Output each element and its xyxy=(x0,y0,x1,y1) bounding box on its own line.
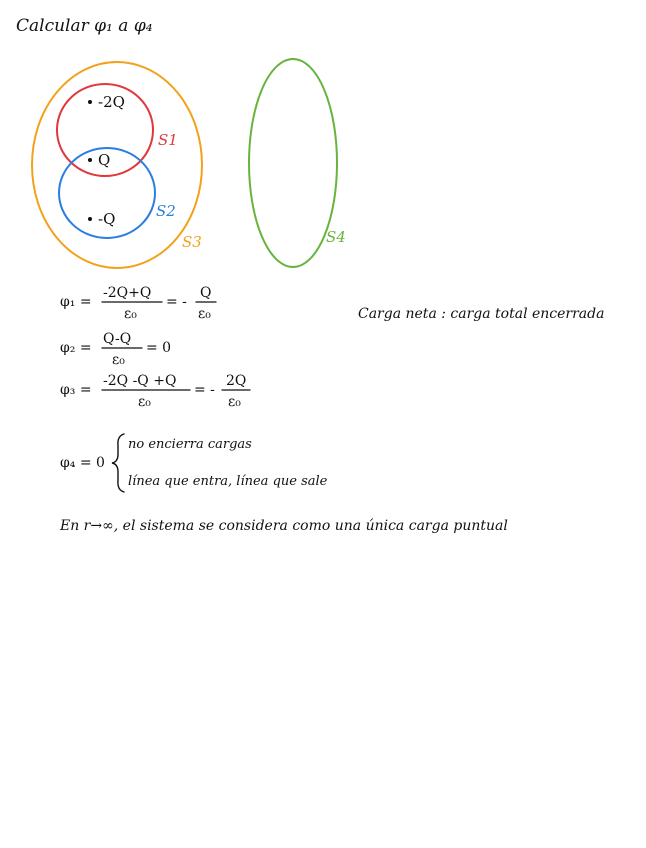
phi1-numerator: -2Q+Q xyxy=(103,285,152,301)
curly-brace xyxy=(112,434,124,492)
charge-dot xyxy=(88,100,92,104)
phi3-equals: = - xyxy=(194,382,215,398)
phi4-reason-2: línea que entra, línea que sale xyxy=(128,474,328,489)
phi2-result: = 0 xyxy=(146,340,172,356)
surface-s2 xyxy=(59,148,176,238)
charge-q xyxy=(88,151,110,169)
surface-s4-outline xyxy=(249,59,337,267)
phi1-result-numerator: Q xyxy=(200,285,212,301)
phi1-lhs: φ₁ = xyxy=(60,294,92,310)
phi3-result-numerator: 2Q xyxy=(226,373,247,389)
equation-phi3 xyxy=(60,373,250,410)
charge-minus-q xyxy=(88,210,115,228)
phi3-lhs: φ₃ = xyxy=(60,382,92,398)
phi2-denominator: ε₀ xyxy=(112,352,125,368)
surface-s4 xyxy=(249,59,346,267)
charge-minus-2q xyxy=(88,93,125,111)
phi2-numerator: Q-Q xyxy=(103,331,132,347)
charge-label: -2Q xyxy=(98,93,125,111)
phi3-numerator: -2Q -Q +Q xyxy=(103,373,177,389)
surface-s1-label: S1 xyxy=(158,131,178,149)
net-charge-note: Carga neta : carga total encerrada xyxy=(358,306,605,322)
phi4-reason-1: no encierra cargas xyxy=(128,437,252,452)
equation-phi4 xyxy=(60,434,328,492)
charge-label: -Q xyxy=(98,210,116,228)
charge-dot xyxy=(88,217,92,221)
surface-s2-label: S2 xyxy=(156,202,176,220)
phi1-result-denominator: ε₀ xyxy=(198,306,211,322)
phi1-denominator: ε₀ xyxy=(124,306,137,322)
charge-dot xyxy=(88,158,92,162)
equation-phi2 xyxy=(60,331,171,368)
conclusion-text: En r→∞, el sistema se considera como una única carga puntual xyxy=(60,518,508,534)
page-title: Calcular φ₁ a φ₄ xyxy=(16,16,153,36)
phi1-equals: = - xyxy=(166,294,187,310)
phi4-lhs: φ₄ = 0 xyxy=(60,455,105,471)
surface-s3-label: S3 xyxy=(182,233,202,251)
phi2-lhs: φ₂ = xyxy=(60,340,92,356)
phi3-result-denominator: ε₀ xyxy=(228,394,241,410)
surface-s4-label: S4 xyxy=(326,228,346,246)
equation-phi1 xyxy=(60,285,216,322)
phi3-denominator: ε₀ xyxy=(138,394,151,410)
charge-label: Q xyxy=(98,151,111,169)
